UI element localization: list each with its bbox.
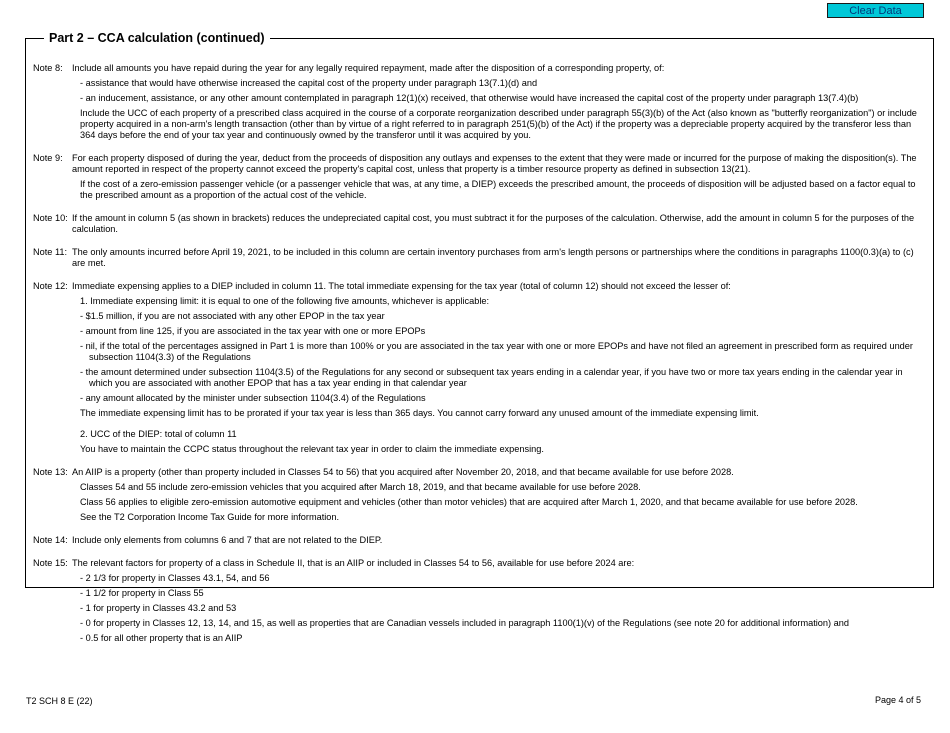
note-10 [33, 213, 918, 239]
note-label: Note 14: [33, 535, 68, 545]
note-text: The relevant factors for property of a class in Schedule II, that is an AIIP or included in Classes 54 to 56, available for use before 2024 are: [72, 558, 635, 568]
note-13 [33, 467, 918, 527]
note-label: Note 12: [33, 281, 68, 291]
note-label: Note 11: [33, 247, 68, 257]
note-label: Note 9: [33, 153, 63, 163]
note-text: The only amounts incurred before April 19, 2021, to be included in this column are certain inventory purchases from arm's length persons or partnerships where the conditions in paragraphs 1100(0.3)(a) to (c) are met. [72, 247, 914, 268]
note-text: An AIIP is a property (other than property included in Classes 54 to 56) that you acquired after November 20, 2018, and that became available for use before 2028. [72, 467, 734, 477]
note-text: - $1.5 million, if you are not associated with any other EPOP in the tax year [80, 311, 385, 321]
note-text: Classes 54 and 55 include zero-emission vehicles that you acquired after March 18, 2019, and that became available for use before 2028. [80, 482, 641, 492]
section-title: Part 2 – CCA calculation (continued) [44, 31, 270, 45]
note-label: Note 8: [33, 63, 63, 73]
note-text: Immediate expensing applies to a DIEP included in column 11. The total immediate expensing for the tax year (total of column 12) should not exceed the lesser of: [72, 281, 731, 291]
clear-data-button[interactable]: Clear Data [827, 3, 924, 18]
note-15 [33, 558, 918, 648]
note-text: 2. UCC of the DIEP: total of column 11 [80, 429, 237, 439]
note-label: Note 13: [33, 467, 68, 477]
note-9 [33, 153, 918, 205]
note-text: - nil, if the total of the percentages assigned in Part 1 is more than 100% or you are associated in the tax year with one or more EPOPs and have not filed an agreement in prescribed form as required under subsection 1104(3.3) of the Regulations [80, 341, 913, 362]
form-identifier: T2 SCH 8 E (22) [26, 696, 93, 706]
note-text: - 0 for property in Classes 12, 13, 14, and 15, as well as properties that are Canadian vessels included in paragraph 1100(1)(v) of the Regulations (see note 20 for additional information) and [80, 618, 849, 628]
note-text: If the cost of a zero-emission passenger vehicle (or a passenger vehicle that was, at any time, a DIEP) exceeds the prescribed amount, the proceeds of disposition will be adjusted based on a factor equal to the prescribed amount as a proportion of the actual cost of the vehicle. [80, 179, 916, 200]
note-text: - an inducement, assistance, or any other amount contemplated in paragraph 12(1)(x) received, that otherwise would have increased the capital cost of the property under paragraph 13(7.4)(b) [80, 93, 859, 103]
note-text: - assistance that would have otherwise increased the capital cost of the property under paragraph 13(7.1)(d) and [80, 78, 538, 88]
note-text: Include the UCC of each property of a prescribed class acquired in the course of a corporate reorganization described under paragraph 55(3)(b) of the Act (also known as "butterfly reorganization") or include property acquired in a non-arm's length transaction (other than by virtue of a right referred to in paragraph 251(5)(b) of the Act) if the property was a depreciable property acquired by the transferor less than 364 days before the end of your tax year and continuously owned by the transferor until it was acquired by you. [80, 108, 917, 140]
note-11 [33, 247, 918, 273]
note-text: - 2 1/3 for property in Classes 43.1, 54, and 56 [80, 573, 270, 583]
note-14 [33, 535, 918, 550]
note-label: Note 10: [33, 213, 68, 223]
note-text: 1. Immediate expensing limit: it is equal to one of the following five amounts, whichever is applicable: [80, 296, 490, 306]
note-text: See the T2 Corporation Income Tax Guide for more information. [80, 512, 340, 522]
note-text: Include all amounts you have repaid during the year for any legally required repayment, made after the disposition of a corresponding property, of: [72, 63, 665, 73]
note-text: - 0.5 for all other property that is an AIIP [80, 633, 243, 643]
note-12 [33, 281, 918, 459]
note-text: - amount from line 125, if you are associated in the tax year with one or more EPOPs [80, 326, 426, 336]
note-text: If the amount in column 5 (as shown in brackets) reduces the undepreciated capital cost, you must subtract it for the purposes of the calculation. Otherwise, add the amount in column 5 for the purposes of the calculation. [72, 213, 915, 234]
note-text: - 1 1/2 for property in Class 55 [80, 588, 204, 598]
note-text: Include only elements from columns 6 and 7 that are not related to the DIEP. [72, 535, 383, 545]
page-number: Page 4 of 5 [875, 695, 922, 705]
note-text: The immediate expensing limit has to be prorated if your tax year is less than 365 days. You cannot carry forward any unused amount of the immediate expensing limit. [80, 408, 759, 418]
note-text: - the amount determined under subsection 1104(3.5) of the Regulations for any second or subsequent tax years ending in a calendar year, if you have two or more tax years ending in the calendar year in which you are associated with another EPOP that has a tax year ending in that calendar year [80, 367, 903, 388]
note-text: For each property disposed of during the year, deduct from the proceeds of disposition any outlays and expenses to the extent that they were made or incurred for the purpose of making the disposition(s). The amount reported in respect of the property cannot exceed the property's capital cost, unless that property is a timber resource property as defined in subsection 13(21). [72, 153, 917, 174]
note-label: Note 15: [33, 558, 68, 568]
note-text: You have to maintain the CCPC status throughout the relevant tax year in order to claim the immediate expensing. [80, 444, 544, 454]
notes-content [33, 63, 918, 656]
note-text: - 1 for property in Classes 43.2 and 53 [80, 603, 237, 613]
part2-section [25, 31, 934, 643]
note-8 [33, 63, 918, 145]
note-text: - any amount allocated by the minister under subsection 1104(3.4) of the Regulations [80, 393, 426, 403]
note-text: Class 56 applies to eligible zero-emission automotive equipment and vehicles (other than motor vehicles) that are acquired after March 1, 2020, and that became available for use before 2028. [80, 497, 858, 507]
